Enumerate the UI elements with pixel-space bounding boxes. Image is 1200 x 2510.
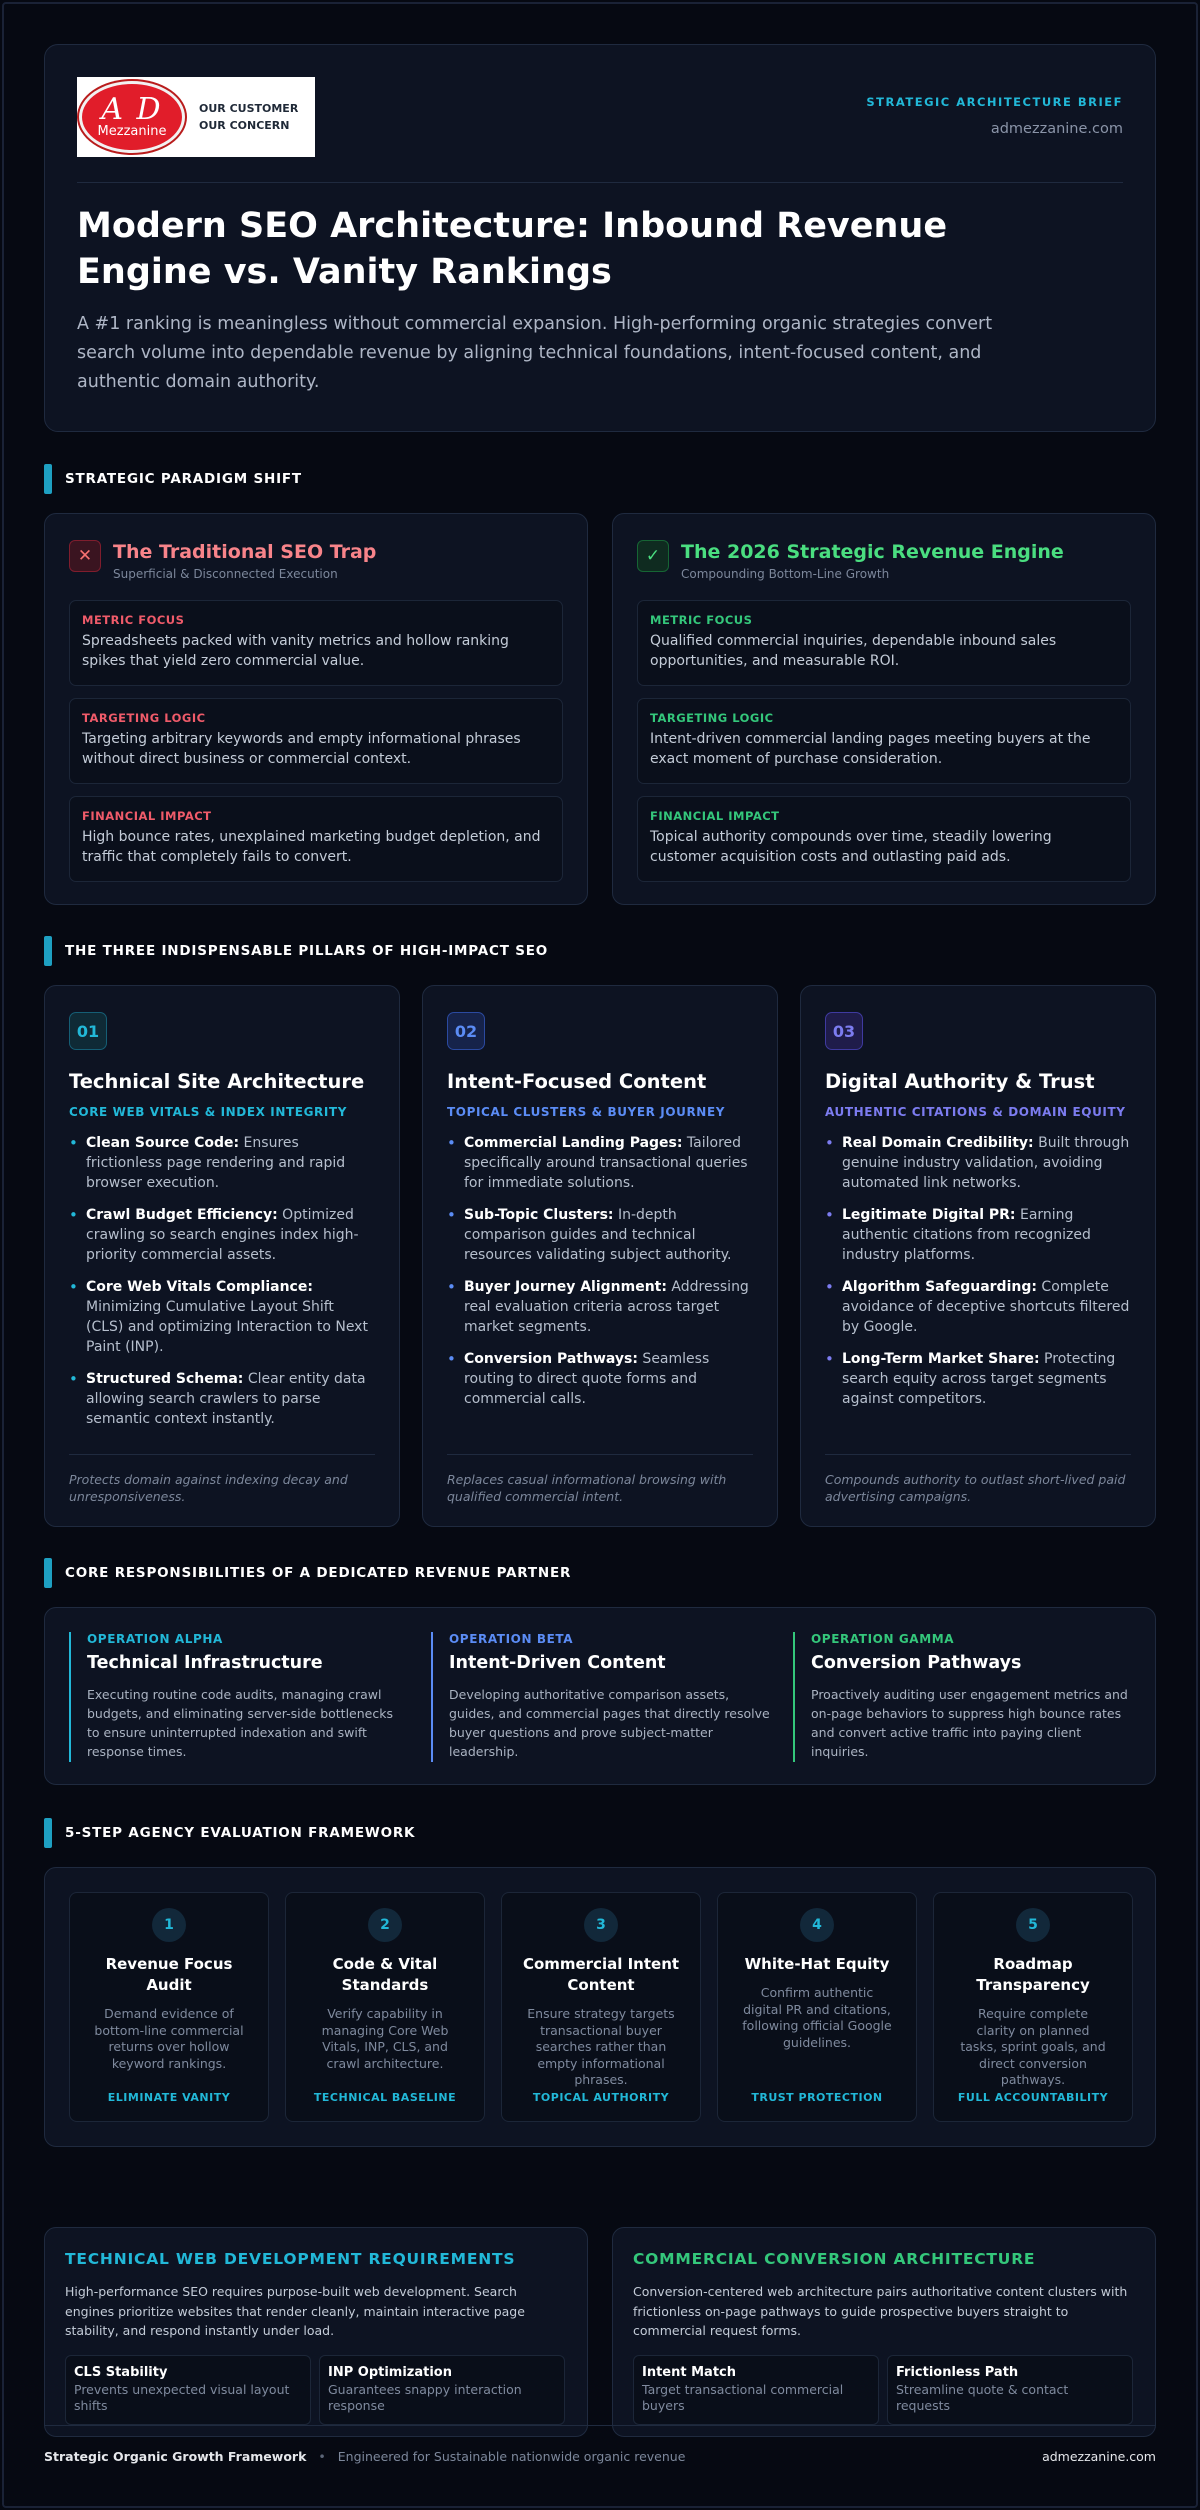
framework-step [69, 1892, 269, 2122]
pillar-bullet: • Conversion Pathways: Seamless routing to direct quote forms and commercial calls. [447, 1350, 710, 1407]
step-number-badge: 4 [800, 1908, 834, 1942]
card-title: The Traditional SEO Trap [113, 541, 377, 563]
step-number-badge: 1 [152, 1908, 186, 1942]
framework-step [285, 1892, 485, 2122]
operation-label: OPERATION ALPHA [87, 1632, 223, 1646]
pillar-subtitle: CORE WEB VITALS & INDEX INTEGRITY [69, 1105, 347, 1119]
pillar-title: Digital Authority & Trust [825, 1070, 1095, 1093]
requirement-box [633, 2355, 879, 2425]
step-number-badge: 5 [1016, 1908, 1050, 1942]
step-number-badge: 3 [584, 1908, 618, 1942]
traditional-seo-card [44, 513, 588, 905]
pillar-bullet: • Real Domain Credibility: Built through genuine industry validation, avoiding automated link networks. [825, 1134, 1130, 1191]
operation-label: OPERATION BETA [449, 1632, 574, 1646]
box-label: FINANCIAL IMPACT [650, 809, 780, 823]
step-text: Require complete clarity on planned tasks, sprint goals, and direct conversion pathways. [960, 2006, 1106, 2087]
card-subtitle: Superficial & Disconnected Execution [113, 567, 338, 581]
box-label: TARGETING LOGIC [82, 711, 206, 725]
step-tag: TECHNICAL BASELINE [313, 2091, 457, 2104]
pillar-bullet: • Algorithm Safeguarding: Complete avoidance of deceptive shortcuts filtered by Google. [825, 1278, 1130, 1335]
logo-emblem [79, 81, 185, 153]
bullet-dot-icon: • [69, 1206, 78, 1224]
bullet-dot-icon: • [447, 1134, 456, 1152]
box-text: Targeting arbitrary keywords and empty informational phrases without direct business or commercial context. [82, 731, 521, 767]
logo-tagline-line-1: OUR CUSTOMER [199, 102, 299, 115]
step-title: Commercial Intent Content [522, 1955, 680, 1994]
pillar-bullet: • Legitimate Digital PR: Earning authentic citations from recognized industry platforms. [825, 1206, 1091, 1263]
pillar-card-content [422, 985, 778, 1527]
bullet-dot-icon: • [69, 1370, 78, 1388]
card-title: TECHNICAL WEB DEVELOPMENT REQUIREMENTS [65, 2250, 516, 2268]
bullet-dot-icon: • [825, 1134, 834, 1152]
operation-alpha [69, 1632, 409, 1762]
step-title: White-Hat Equity [744, 1955, 890, 1973]
section-title: THE THREE INDISPENSABLE PILLARS OF HIGH-IMPACT SEO [65, 943, 549, 959]
bullet-dot-icon: • [447, 1350, 456, 1368]
financial-impact-box [69, 796, 563, 882]
responsibilities-card [44, 1607, 1156, 1785]
box-label: FINANCIAL IMPACT [82, 809, 212, 823]
section-accent-bar [44, 936, 52, 966]
conversion-architecture-card [612, 2227, 1156, 2437]
box-label: METRIC FOCUS [650, 613, 753, 627]
step-number-badge: 2 [368, 1908, 402, 1942]
box-text: Topical authority compounds over time, steadily lowering customer acquisition costs and outlasting paid ads. [650, 829, 1052, 865]
pillar-footnote: Replaces casual informational browsing with qualified commercial intent. [447, 1454, 753, 1505]
card-title: COMMERCIAL CONVERSION ARCHITECTURE [633, 2250, 1036, 2268]
step-text: Ensure strategy targets transactional buyer searches rather than empty informational phrases. [527, 2006, 675, 2087]
pillar-subtitle: AUTHENTIC CITATIONS & DOMAIN EQUITY [825, 1105, 1126, 1119]
framework-step [717, 1892, 917, 2122]
operation-title: Technical Infrastructure [87, 1653, 323, 1673]
bullet-dot-icon: • [825, 1278, 834, 1296]
bullet-dot-icon: • [69, 1134, 78, 1152]
section-title: STRATEGIC PARADIGM SHIFT [65, 471, 302, 487]
pillar-bullet: • Core Web Vitals Compliance: Minimizing Cumulative Layout Shift (CLS) and optimizing Interaction to Next Paint (INP). [69, 1278, 368, 1355]
step-tag: TRUST PROTECTION [751, 2091, 883, 2104]
site-domain[interactable]: admezzanine.com [990, 121, 1123, 137]
bullet-dot-icon: • [447, 1206, 456, 1224]
pillar-bullet: • Long-Term Market Share: Protecting search equity across target segments against competitors. [825, 1350, 1116, 1407]
pillar-number: 01 [69, 1012, 107, 1050]
box-text: High bounce rates, unexplained marketing budget depletion, and traffic that completely fails to convert. [82, 829, 541, 865]
pillar-bullet: • Crawl Budget Efficiency: Optimized crawling so search engines index high-priority commercial assets. [69, 1206, 359, 1263]
page-lead: A #1 ranking is meaningless without commercial expansion. High-performing organic strategies convert search volume into dependable revenue by aligning technical foundations, intent-focused content, and authentic domain authority. [77, 314, 993, 392]
pillar-title: Technical Site Architecture [69, 1070, 365, 1093]
pillar-bullet: • Buyer Journey Alignment: Addressing real evaluation criteria across target market segments. [447, 1278, 749, 1335]
requirement-text: Streamline quote & contact requests [896, 2381, 1069, 2413]
requirement-text: Guarantees snappy interaction response [328, 2381, 522, 2413]
section-header-pillars [44, 936, 548, 966]
operation-text: Proactively auditing user engagement metrics and on-page behaviors to suppress high bounce rates and convert active traffic into paying client inquiries. [811, 1687, 1128, 1759]
bullet-dot-icon: • [825, 1206, 834, 1224]
pillar-bullet: • Commercial Landing Pages: Tailored specifically around transactional queries for immediate solutions. [447, 1134, 748, 1191]
step-tag: TOPICAL AUTHORITY [532, 2091, 670, 2104]
x-icon: ✕ [69, 540, 101, 572]
operation-beta [431, 1632, 771, 1762]
operation-title: Conversion Pathways [811, 1653, 1022, 1673]
page-content [44, 44, 1156, 2464]
brief-kicker: STRATEGIC ARCHITECTURE BRIEF [866, 95, 1123, 109]
pillar-subtitle: TOPICAL CLUSTERS & BUYER JOURNEY [447, 1105, 726, 1119]
section-header-framework [44, 1818, 415, 1848]
page-footer [44, 2449, 1156, 2464]
step-tag: ELIMINATE VANITY [107, 2091, 231, 2104]
requirement-box [319, 2355, 565, 2425]
framework-card [44, 1867, 1156, 2147]
section-header-paradigm [44, 464, 302, 494]
step-title: Revenue Focus Audit [105, 1955, 233, 1994]
hero-card [44, 44, 1156, 432]
requirement-title: Intent Match [642, 2364, 737, 2380]
logo-tagline [199, 100, 298, 134]
pillar-card-technical [44, 985, 400, 1527]
requirement-box [887, 2355, 1133, 2425]
revenue-engine-card [612, 513, 1156, 905]
footer-separator: • [318, 2449, 326, 2464]
bullet-dot-icon: • [447, 1278, 456, 1296]
company-logo[interactable] [77, 77, 315, 157]
box-label: TARGETING LOGIC [650, 711, 774, 725]
step-tag: FULL ACCOUNTABILITY [957, 2091, 1109, 2104]
footer-divider [44, 2425, 1156, 2426]
step-title: Code & Vital Standards [332, 1955, 438, 1994]
pillar-card-authority [800, 985, 1156, 1527]
requirement-box [65, 2355, 311, 2425]
pillar-bullet: • Structured Schema: Clear entity data allowing search crawlers to parse semantic context instantly. [69, 1370, 366, 1427]
footer-domain-link[interactable]: admezzanine.com [1042, 2449, 1156, 2464]
technical-requirements-card [44, 2227, 588, 2437]
step-text: Verify capability in managing Core Web Vitals, INP, CLS, and crawl architecture. [321, 2006, 449, 2071]
targeting-logic-box [69, 698, 563, 784]
footer-brand: Strategic Organic Growth Framework [44, 2449, 307, 2464]
box-label: METRIC FOCUS [82, 613, 185, 627]
section-accent-bar [44, 464, 52, 494]
framework-step [933, 1892, 1133, 2122]
operation-label: OPERATION GAMMA [811, 1632, 955, 1646]
section-accent-bar [44, 1558, 52, 1588]
pillar-number: 02 [447, 1012, 485, 1050]
box-text: Intent-driven commercial landing pages meeting buyers at the exact moment of purchase consideration. [650, 731, 1091, 767]
operation-gamma [793, 1632, 1133, 1762]
pillar-footnote: Protects domain against indexing decay and unresponsiveness. [69, 1454, 375, 1505]
requirement-text: Prevents unexpected visual layout shifts [74, 2381, 290, 2413]
step-text: Demand evidence of bottom-line commercial returns over hollow keyword rankings. [94, 2006, 244, 2071]
pillar-bullet-list [825, 1133, 1131, 1409]
pillar-number: 03 [825, 1012, 863, 1050]
bullet-dot-icon: • [69, 1278, 78, 1296]
hero-meta [866, 95, 1123, 137]
section-header-responsibilities [44, 1558, 571, 1588]
pillar-bullet-list [447, 1133, 753, 1409]
bullet-dot-icon: • [825, 1350, 834, 1368]
operation-text: Developing authoritative comparison assets, guides, and commercial pages that directly resolve buyer questions and prove subject-matter leadership. [449, 1687, 770, 1759]
metric-focus-box [69, 600, 563, 686]
requirement-title: INP Optimization [328, 2364, 452, 2380]
operation-text: Executing routine code audits, managing crawl budgets, and eliminating server-side bottlenecks to ensure uninterrupted indexation and swift response times. [87, 1687, 393, 1759]
targeting-logic-box [637, 698, 1131, 784]
logo-brand: A D [101, 92, 163, 127]
hero-divider [77, 182, 1123, 183]
requirement-boxes [633, 2355, 1135, 2425]
box-text: Spreadsheets packed with vanity metrics and hollow ranking spikes that yield zero commercial value. [82, 633, 509, 669]
section-accent-bar [44, 1818, 52, 1848]
logo-tagline-line-2: OUR CONCERN [199, 119, 290, 132]
section-title: 5-STEP AGENCY EVALUATION FRAMEWORK [65, 1825, 416, 1841]
operation-title: Intent-Driven Content [449, 1653, 666, 1673]
card-title: The 2026 Strategic Revenue Engine [681, 541, 1064, 563]
section-title: CORE RESPONSIBILITIES OF A DEDICATED REVENUE PARTNER [65, 1565, 572, 1581]
pillar-bullet: • Clean Source Code: Ensures frictionless page rendering and rapid browser execution. [69, 1134, 346, 1191]
requirement-boxes [65, 2355, 567, 2425]
requirement-title: CLS Stability [74, 2364, 168, 2380]
footer-tagline: Engineered for Sustainable nationwide organic revenue [337, 2449, 686, 2464]
framework-step [501, 1892, 701, 2122]
step-text: Confirm authentic digital PR and citations, following official Google guidelines. [742, 1985, 892, 2050]
financial-impact-box [637, 796, 1131, 882]
card-text: High-performance SEO requires purpose-built web development. Search engines prioritize websites that render cleanly, maintain interactive page stability, and respond instantly under load. [65, 2284, 525, 2338]
card-subtitle: Compounding Bottom-Line Growth [681, 567, 890, 581]
pillar-bullet-list [69, 1133, 375, 1429]
check-icon: ✓ [637, 540, 669, 572]
pillar-footnote: Compounds authority to outlast short-lived paid advertising campaigns. [825, 1454, 1131, 1505]
page-title: Modern SEO Architecture: Inbound Revenue Engine vs. Vanity Rankings [77, 206, 948, 292]
step-title: Roadmap Transparency [976, 1955, 1090, 1994]
card-text: Conversion-centered web architecture pairs authoritative content clusters with frictionless on-page pathways to guide prospective buyers straight to commercial request forms. [633, 2284, 1128, 2338]
metric-focus-box [637, 600, 1131, 686]
pillar-title: Intent-Focused Content [447, 1070, 707, 1093]
requirement-text: Target transactional commercial buyers [642, 2381, 844, 2413]
logo-name: Mezzanine [97, 124, 167, 139]
pillar-bullet: • Sub-Topic Clusters: In-depth comparison guides and technical resources validating subject authority. [447, 1206, 732, 1263]
requirement-title: Frictionless Path [896, 2364, 1019, 2380]
box-text: Qualified commercial inquiries, dependable inbound sales opportunities, and measurable ROI. [650, 633, 1057, 669]
